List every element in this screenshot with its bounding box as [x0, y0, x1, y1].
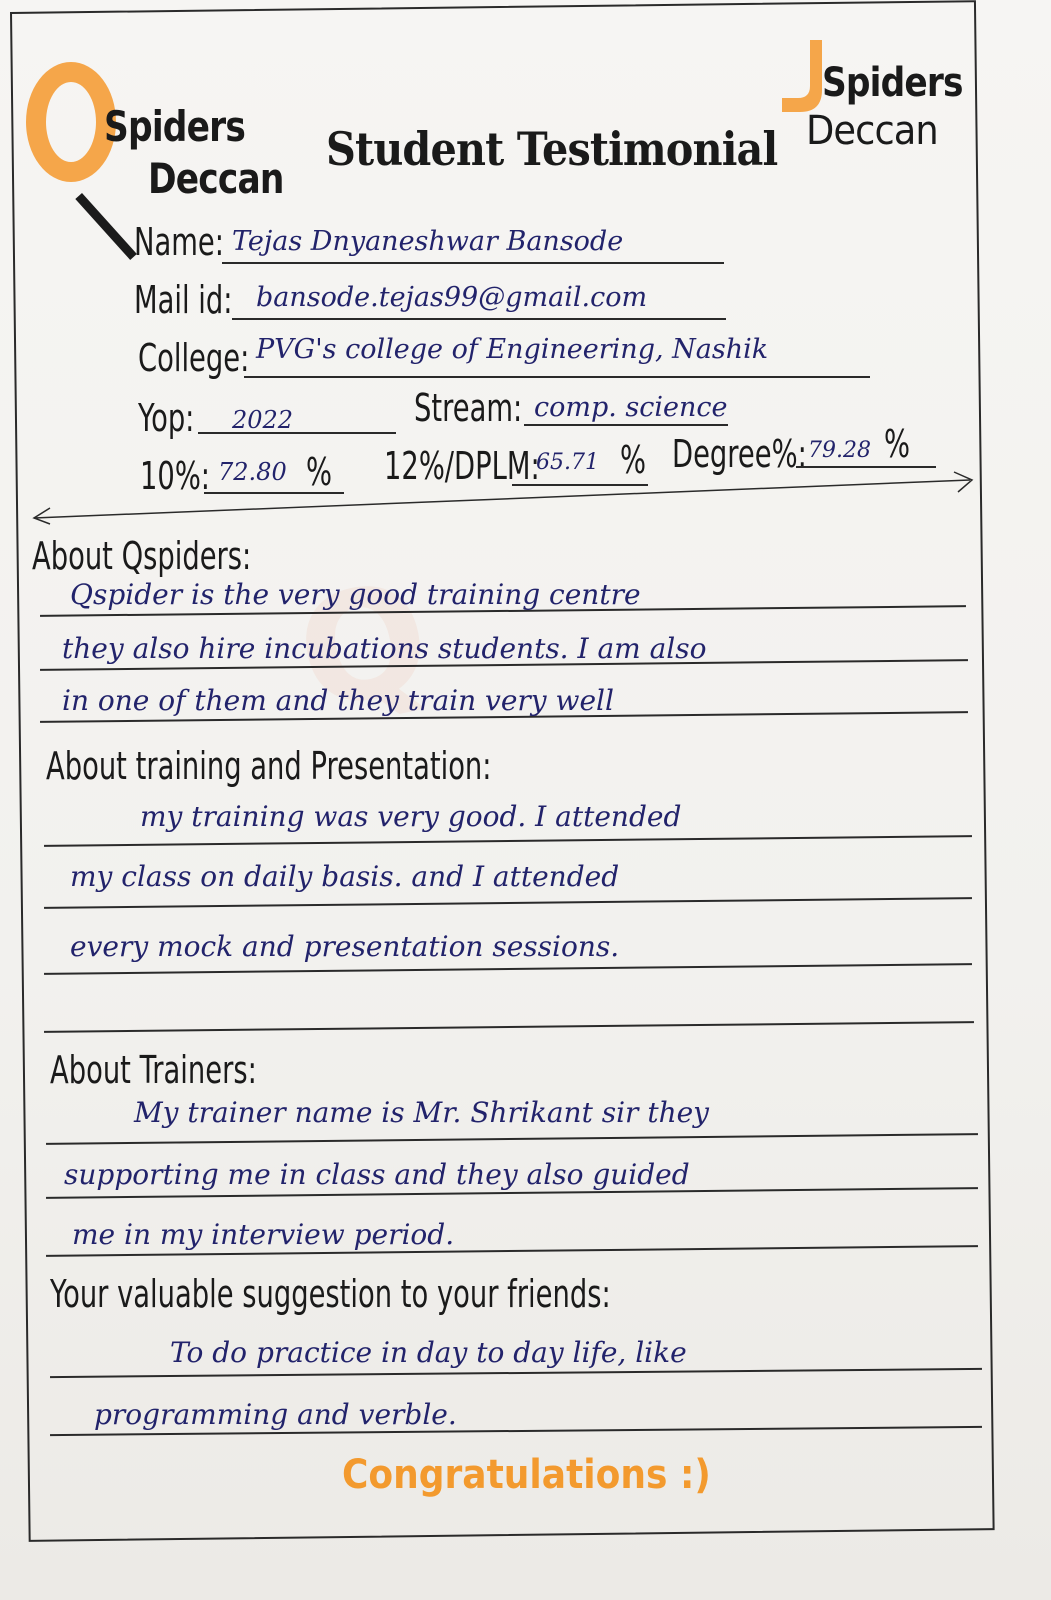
twelfth-label: 12%/DPLM:: [384, 444, 540, 488]
yop-underline: [198, 432, 396, 434]
tenth-label: 10%:: [140, 454, 211, 498]
twelfth-value: 65.71: [536, 450, 599, 475]
suggestion-line-2: programming and verble.: [94, 1398, 457, 1431]
qspiders-line-3: in one of them and they train very well: [62, 684, 614, 717]
about-trainers-heading: About Trainers:: [50, 1048, 257, 1092]
training-line-2: my class on daily basis. and I attended: [70, 860, 620, 893]
jspiders-logo-line1: Spiders: [822, 60, 963, 106]
stream-underline: [524, 424, 728, 426]
qspiders-line-2: they also hire incubations students. I am also: [62, 632, 707, 665]
college-underline: [244, 376, 870, 378]
stream-value: comp. science: [534, 392, 728, 423]
about-qspiders-heading: About Qspiders:: [32, 534, 252, 578]
training-line-3: every mock and presentation sessions.: [70, 930, 620, 963]
name-value: Tejas Dnyaneshwar Bansode: [232, 226, 624, 257]
mail-value: bansode.tejas99@gmail.com: [256, 282, 648, 313]
stream-label: Stream:: [414, 386, 523, 430]
jspiders-logo: [776, 36, 976, 156]
jspiders-logo-line2: Deccan: [806, 108, 938, 154]
qspiders-line-1: Qspider is the very good training centre: [70, 578, 641, 611]
qspiders-logo-line2: Deccan: [148, 154, 284, 203]
degree-value: 79.28: [808, 438, 871, 463]
tenth-percent: %: [306, 450, 332, 494]
congratulations-text: Congratulations :): [342, 1452, 711, 1498]
page-title: Student Testimonial: [326, 122, 778, 176]
yop-value: 2022: [232, 406, 294, 434]
name-label: Name:: [134, 220, 224, 264]
trainers-line-3: me in my interview period.: [72, 1218, 455, 1251]
mail-label: Mail id:: [134, 278, 233, 322]
training-line-1: my training was very good. I attended: [140, 800, 682, 833]
qspiders-logo: [20, 58, 284, 218]
name-underline: [222, 262, 724, 264]
separator-arrow: [30, 468, 980, 528]
yop-label: Yop:: [138, 396, 195, 440]
trainers-line-1: My trainer name is Mr. Shrikant sir they: [134, 1096, 709, 1129]
degree-percent: %: [884, 422, 910, 466]
watermark: Q: [283, 548, 445, 746]
qspiders-logo-line1: Spiders: [104, 102, 246, 151]
suggestion-line-1: To do practice in day to day life, like: [170, 1336, 687, 1369]
tenth-value: 72.80: [218, 458, 287, 486]
twelfth-percent: %: [620, 438, 646, 482]
about-training-heading: About training and Presentation:: [46, 744, 492, 788]
mail-underline: [232, 318, 726, 320]
degree-label: Degree%:: [672, 432, 807, 476]
trainers-line-2: supporting me in class and they also guided: [64, 1158, 690, 1191]
college-label: College:: [138, 336, 250, 380]
q-logo-icon: [26, 62, 116, 182]
j-logo-icon: [780, 38, 824, 114]
suggestion-heading: Your valuable suggestion to your friends:: [50, 1272, 611, 1316]
college-value: PVG's college of Engineering, Nashik: [256, 334, 769, 365]
